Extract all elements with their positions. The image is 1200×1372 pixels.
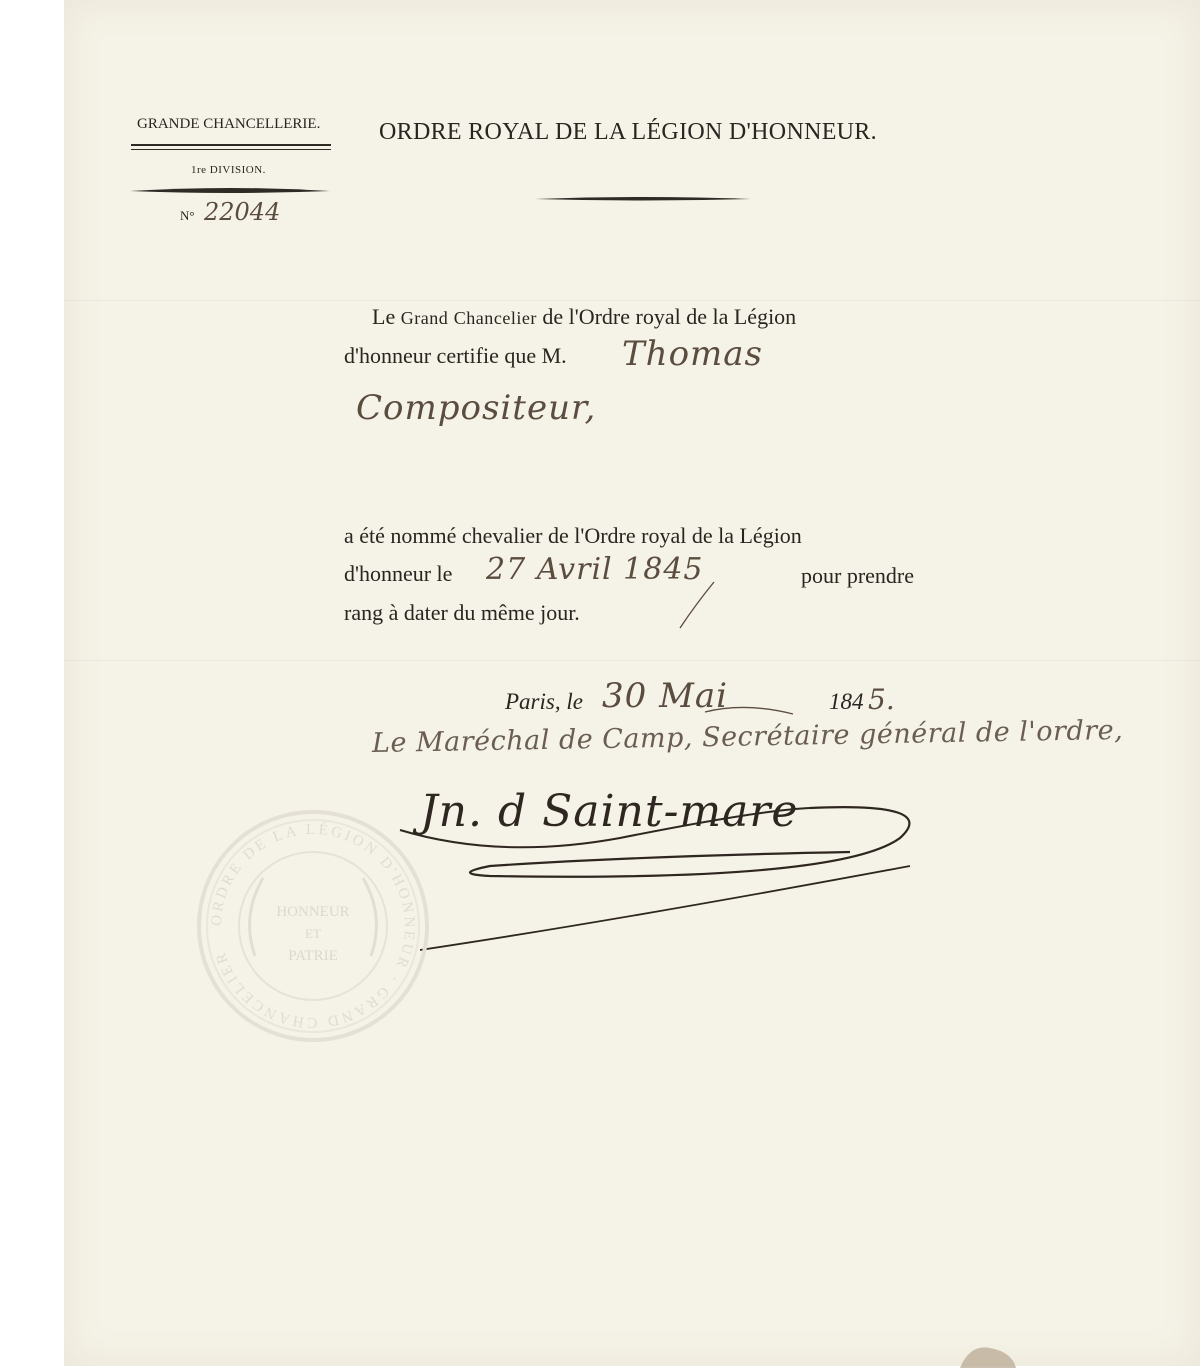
year-handwritten: 5. <box>868 683 895 716</box>
date-flourish <box>676 580 716 630</box>
secretary-title: Le Maréchal de Camp, Secrétaire général de l'ordre, <box>371 714 1124 759</box>
body-line-4-end: pour prendre <box>801 563 915 588</box>
division-label: 1re DIVISION. <box>191 164 266 176</box>
date-underline <box>705 700 795 720</box>
number-prefix: N° <box>180 208 195 223</box>
paper-fold <box>64 660 1200 661</box>
body-line-3: a été nommé chevalier de l'Ordre royal de la Légion <box>344 523 802 548</box>
header-rule <box>131 149 331 150</box>
title-rule <box>535 194 751 204</box>
body-line-1-rest: de l'Ordre royal de la Légion <box>542 304 797 329</box>
body-line-2: d'honneur certifie que M. <box>344 343 567 368</box>
body-line-5: rang à dater du même jour. <box>344 600 580 625</box>
registry-number: 22044 <box>204 198 281 226</box>
seal-honneur: HONNEUR <box>276 904 350 920</box>
body-line-1 <box>372 304 796 330</box>
nomination-date: 27 Avril 1845 <box>486 552 704 587</box>
signature-flourish <box>380 790 940 960</box>
signature: Jn. d Saint-mare <box>420 786 799 837</box>
header-rule <box>131 144 331 146</box>
issue-date: 30 Mai <box>602 676 729 716</box>
recipient-profession: Compositeur, <box>356 388 597 428</box>
ornament-rule <box>130 186 330 196</box>
place-label: Paris, le <box>505 689 583 714</box>
small-caps-le: Le <box>372 304 396 329</box>
paper-fold <box>64 300 1200 301</box>
year-printed: 184 <box>829 689 864 714</box>
small-caps-grand: Grand <box>400 308 449 328</box>
body-line-4-start: d'honneur le <box>344 561 453 586</box>
paper-stain <box>950 1338 1020 1368</box>
recipient-name: Thomas <box>622 334 764 374</box>
embossed-seal <box>193 806 433 1046</box>
main-title: ORDRE ROYAL DE LA LÉGION D'HONNEUR. <box>379 119 877 145</box>
grande-chancellerie-label: GRANDE CHANCELLERIE. <box>137 116 321 132</box>
seal-patrie: PATRIE <box>288 948 338 964</box>
seal-et: ET <box>305 926 321 941</box>
small-caps-chancelier: Chancelier <box>453 308 537 328</box>
seal-outer-text: ORDRE DE LA LÉGION D'HONNEUR · GRAND CHANCELIER <box>208 821 418 1031</box>
